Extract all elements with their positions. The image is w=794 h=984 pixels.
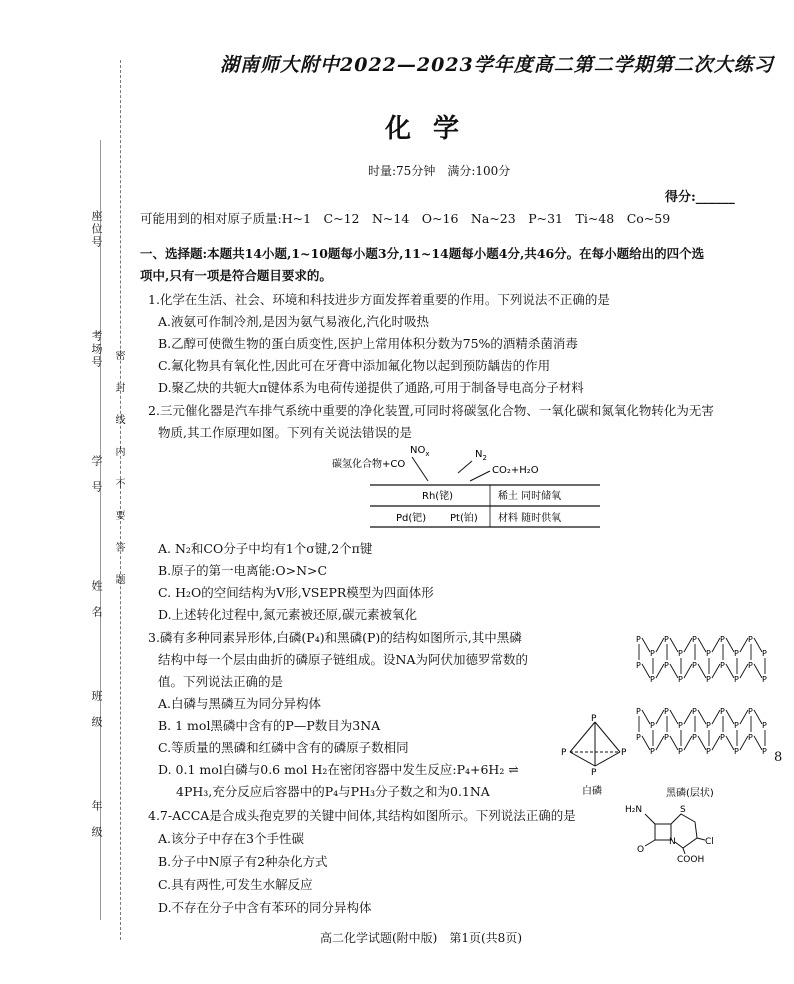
black-p-bond	[754, 638, 762, 652]
black-phosphorus-figure	[632, 630, 767, 800]
catalyst-diagram	[330, 443, 620, 533]
black-phosphorus-label: 黑磷(层状)	[666, 788, 714, 799]
white-phosphorus-figure	[560, 712, 630, 797]
q2-stem-line2: 物质,其工作原理如图。下列有关说法错误的是	[158, 425, 412, 440]
black-p-atom: P	[748, 661, 753, 670]
black-p-bond	[754, 664, 762, 678]
black-p-atom: P	[706, 649, 711, 658]
q2-stem-line1: 2.三元催化器是汽车排气系统中重要的净化装置,可同时将碳氢化合物、一氧化碳和氮氧化物转化为无害	[148, 403, 714, 418]
arrow-n2	[458, 461, 472, 473]
fig-material: 材料 随时供氧	[498, 513, 562, 524]
page-mark: 8	[774, 750, 783, 765]
black-p-bond	[698, 664, 706, 678]
black-p-bond	[684, 710, 692, 724]
black-p-atom: P	[734, 675, 739, 684]
black-p-atom: P	[762, 649, 767, 658]
black-p-atom: P	[650, 649, 655, 658]
acca-structure	[625, 800, 725, 870]
p-atom-top: P	[591, 714, 597, 724]
page-footer: 高二化学试题(附中版) 第1页(共8页)	[320, 931, 522, 945]
black-p-bond	[712, 638, 720, 652]
q1-option-c: C.氟化物具有氧化性,因此可在牙膏中添加氟化物以起到预防龋齿的作用	[158, 358, 551, 373]
q3-stem-line3: 值。下列说法正确的是	[158, 674, 284, 689]
black-p-atom: P	[636, 635, 641, 644]
q1-option-b: B.乙醇可使微生物的蛋白质变性,医护上常用体积分数为75%的酒精杀菌消毒	[158, 336, 578, 351]
black-p-atom: P	[650, 721, 655, 730]
fig-nox: $NO_x$	[410, 445, 430, 458]
black-p-bond	[712, 736, 720, 750]
black-p-bond	[698, 736, 706, 750]
fig-rare-earth: 稀土 同时储氧	[498, 491, 562, 502]
acca-n: N	[669, 837, 676, 847]
black-p-atom: P	[650, 675, 655, 684]
black-p-bond	[698, 710, 706, 724]
black-p-atom: P	[748, 707, 753, 716]
fig-rh: Rh(铑)	[422, 491, 454, 502]
q3-option-a: A.白磷与黑磷互为同分异构体	[158, 696, 322, 711]
black-p-bond	[670, 638, 678, 652]
fig-pd: Pd(钯)	[396, 513, 427, 524]
q4-stem: 4.7-ACCA是合成头孢克罗的关键中间体,其结构如图所示。下列说法正确的是	[148, 808, 576, 823]
margin-seat-label: 座位号	[90, 210, 103, 249]
margin-class-label: 班 级	[90, 690, 103, 729]
black-p-bond	[726, 664, 734, 678]
q3-option-c: C.等质量的黑磷和红磷中含有的磷原子数相同	[158, 740, 409, 755]
black-p-atom: P	[678, 721, 683, 730]
black-p-atom: P	[706, 747, 711, 756]
q2-option-d: D.上述转化过程中,氮元素被还原,碳元素被氧化	[158, 607, 417, 622]
q3-stem-line2: 结构中每一个层由曲折的磷原子链组成。设NA为阿伏加德罗常数的	[158, 652, 528, 667]
q1-stem: 1.化学在生活、社会、环境和科技进步方面发挥着重要的作用。下列说法不正确的是	[148, 292, 610, 307]
p-atom-bottom: P	[591, 768, 597, 778]
black-p-bond	[698, 638, 706, 652]
arrow-reactant	[412, 457, 428, 481]
q3-stem-line1: 3.磷有多种同素异形体,白磷(P₄)和黑磷(P)的结构如图所示,其中黑磷	[148, 630, 522, 645]
black-p-bond	[656, 736, 664, 750]
black-p-atom: P	[636, 707, 641, 716]
black-p-atom: P	[636, 733, 641, 742]
margin-student-no-label: 学 号	[90, 455, 103, 494]
q2-option-b: B.原子的第一电离能:O>N>C	[158, 563, 328, 578]
black-p-bond	[754, 710, 762, 724]
acca-s: S	[680, 805, 686, 815]
fig-co2-h2o: CO₂+H₂O	[492, 465, 539, 476]
black-p-bond	[642, 664, 650, 678]
arrow-co2	[470, 471, 490, 481]
black-p-bond	[684, 664, 692, 678]
q4-option-a: A.该分子中存在3个手性碳	[158, 831, 304, 846]
black-p-atom: P	[678, 747, 683, 756]
section-heading-line2: 项中,只有一项是符合题目要求的。	[140, 268, 332, 283]
black-p-atom: P	[762, 675, 767, 684]
black-p-atom: P	[706, 721, 711, 730]
black-p-bond	[670, 710, 678, 724]
black-p-atom: P	[664, 733, 669, 742]
black-p-bond	[670, 736, 678, 750]
black-p-atom: P	[664, 707, 669, 716]
atomic-masses: 可能用到的相对原子质量:H~1 C~12 N~14 O~16 Na~23 P~31 Ti~48 Co~59	[140, 211, 671, 226]
white-phosphorus-label: 白磷	[582, 786, 602, 797]
black-p-atom: P	[650, 747, 655, 756]
margin-name-label: 姓 名	[90, 580, 103, 619]
fig-hc-co: 碳氢化合物+CO	[332, 459, 406, 470]
fig-n2: $N_2$	[475, 449, 487, 462]
black-p-atom: P	[734, 747, 739, 756]
acca-cl: Cl	[705, 837, 714, 847]
black-p-bond	[656, 638, 664, 652]
black-p-atom: P	[762, 747, 767, 756]
black-p-bond	[642, 710, 650, 724]
q1-option-a: A.液氨可作制冷剂,是因为氨气易液化,汽化时吸热	[158, 314, 429, 329]
black-p-atom: P	[692, 635, 697, 644]
margin-grade-label: 年 级	[90, 800, 103, 839]
black-p-bond	[656, 664, 664, 678]
subject-title: 化学	[385, 114, 482, 144]
black-p-atom: P	[692, 733, 697, 742]
black-p-atom: P	[678, 649, 683, 658]
score-field: 得分:______	[665, 190, 735, 205]
black-p-bond	[726, 638, 734, 652]
black-p-bond	[670, 664, 678, 678]
black-p-bond	[642, 736, 650, 750]
black-p-bond	[684, 638, 692, 652]
black-p-atom: P	[762, 721, 767, 730]
acca-h2n: H₂N	[625, 805, 643, 815]
q1-option-d: D.聚乙炔的共轭大π键体系为电荷传递提供了通路,可用于制备导电高分子材料	[158, 380, 584, 395]
black-p-bond	[712, 710, 720, 724]
black-p-atom: P	[664, 661, 669, 670]
seal-notice: 密 封 线 内 不 要 答 题	[113, 350, 124, 590]
black-p-atom: P	[734, 721, 739, 730]
black-p-bond	[754, 736, 762, 750]
margin-room-label: 考场号	[90, 330, 103, 369]
black-p-atom: P	[734, 649, 739, 658]
q2-option-a: A. N₂和CO分子中均有1个σ键,2个π键	[158, 541, 373, 556]
black-p-atom: P	[720, 733, 725, 742]
q4-option-d: D.不存在分子中含有苯环的同分异构体	[158, 900, 372, 915]
black-p-bond	[740, 664, 748, 678]
black-p-atom: P	[748, 635, 753, 644]
black-p-atom: P	[692, 661, 697, 670]
black-p-atom: P	[636, 661, 641, 670]
black-p-bond	[726, 736, 734, 750]
black-p-bond	[726, 710, 734, 724]
black-p-bond	[740, 736, 748, 750]
section-heading	[140, 243, 765, 287]
black-p-atom: P	[706, 675, 711, 684]
q4-option-c: C.具有两性,可发生水解反应	[158, 877, 313, 892]
q3-option-d-line2: 4PH₃,充分反应后容器中的P₄与PH₃分子数之和为0.1NA	[176, 784, 490, 799]
black-p-atom: P	[720, 707, 725, 716]
black-p-bond	[740, 710, 748, 724]
black-p-bond	[656, 710, 664, 724]
q4-option-b: B.分子中N原子有2种杂化方式	[158, 854, 328, 869]
black-p-bond	[642, 638, 650, 652]
exam-meta: 时量:75分钟 满分:100分	[368, 164, 511, 178]
black-p-atom: P	[720, 661, 725, 670]
exam-title: 湖南师大附中2022—2023学年度高二第二学期第二次大练习	[220, 54, 774, 76]
black-p-bond	[740, 638, 748, 652]
black-p-bond	[684, 736, 692, 750]
fig-pt: Pt(铂)	[450, 513, 478, 524]
acca-cooh: COOH	[677, 855, 705, 865]
section-heading-line1: 一、选择题:本题共14小题,1~10题每小题3分,11~14题每小题4分,共46分。在每小题给出的四个选	[140, 246, 705, 261]
black-p-atom: P	[720, 635, 725, 644]
q2-option-c: C. H₂O的空间结构为V形,VSEPR模型为四面体形	[158, 585, 434, 600]
black-p-bond	[712, 664, 720, 678]
p-atom-left: P	[561, 748, 567, 758]
black-p-atom: P	[692, 707, 697, 716]
q3-option-d-line1: D. 0.1 mol白磷与0.6 mol H₂在密闭容器中发生反应:P₄+6H₂ ⇌	[158, 762, 519, 777]
q3-option-b: B. 1 mol黑磷中含有的P—P数目为3NA	[158, 718, 381, 733]
black-p-atom: P	[678, 675, 683, 684]
p-atom-right: P	[621, 748, 627, 758]
acca-o: O	[637, 845, 645, 855]
black-p-atom: P	[664, 635, 669, 644]
black-p-atom: P	[748, 733, 753, 742]
